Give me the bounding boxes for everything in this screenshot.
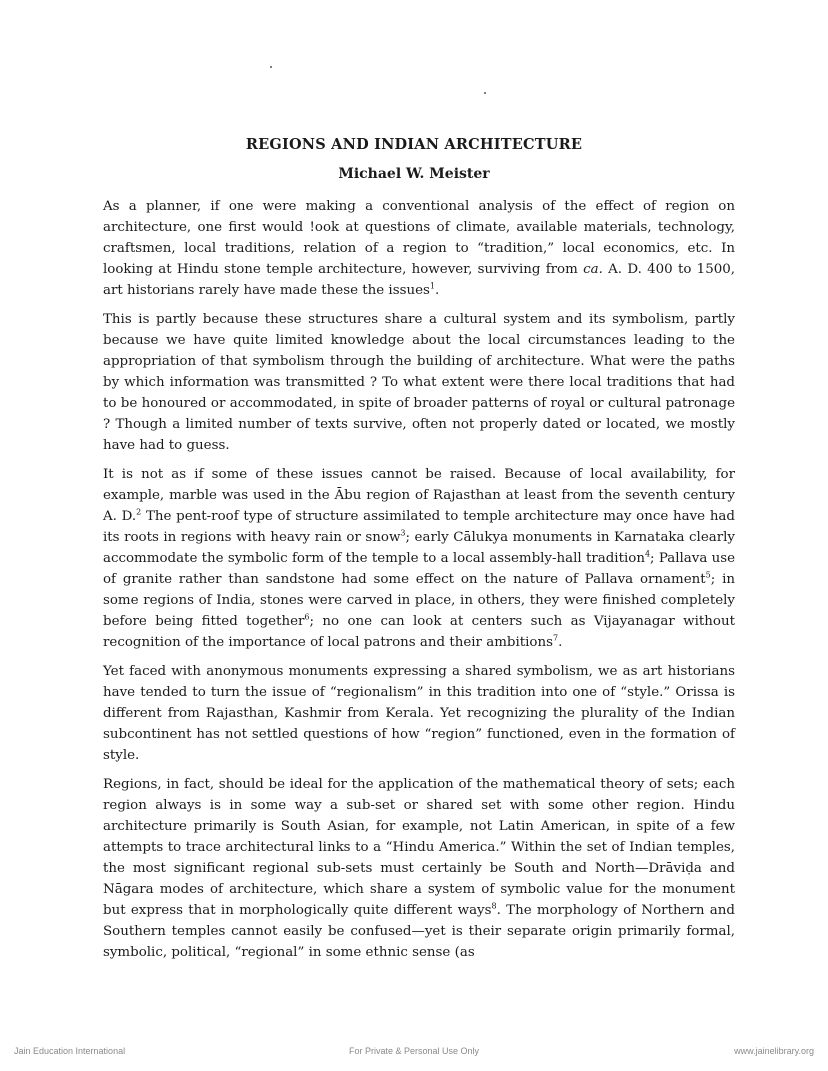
page-footer: [0, 1046, 828, 1060]
text-run: A. D. 400 to 1500, art historians rarely have made these the issues: [103, 262, 736, 298]
footnote-ref: 5: [705, 570, 711, 580]
scan-speck: [484, 92, 486, 94]
text-run: Regions, in fact, should be ideal for the application of the mathematical theory of sets; each region always is in some way a sub-set or shared set with some other region. Hindu architecture primarily is South Asian, for example, not Latin American, in spite of a few attempts to trace architectural links to a “Hindu America.” Within the set of Indian temples, the most significant regional sub-sets must certainly be South and North—Drāviḍa and Nāgara modes of architecture, which share a system of symbolic value for the monument but express that in morphologically quite different ways: [103, 777, 735, 918]
footer-center: For Private & Personal Use Only: [348, 1046, 480, 1056]
footnote-ref: 4: [644, 549, 651, 559]
italic-text: ca.: [583, 262, 603, 277]
text-run: ; in some regions of India, stones were carved in place, in others, they were finished completely before being fitted together: [103, 572, 735, 629]
footnote-ref: 6: [304, 612, 310, 622]
footer-left: Jain Education International: [14, 1046, 126, 1056]
text-run: ; early Cālukya monuments in Karnataka clearly accommodate the symbolic form of the temple to a local assembly-hall tradition: [103, 530, 735, 566]
body-paragraph: [103, 661, 735, 766]
footer-right: www.jainelibrary.org: [734, 1046, 814, 1056]
body-paragraph: [103, 309, 735, 456]
text-run: As a planner, if one were making a conventional analysis of the effect of region on architecture, one first would !ook at questions of climate, available materials, technology, craftsmen, local traditions, relation of a region to “tradition,” local economics, etc. In looking at Hindu stone temple architecture, however, surviving from: [103, 199, 735, 277]
text-run: This is partly because these structures share a cultural system and its symbolism, partly because we have quite limited knowledge about the local circumstances leading to the appropriation of that symbolism through the building of architecture. What were the paths by which information was transmitted ? To what extent were there local traditions that had to be honoured or accommodated, in spite of broader patterns of royal or cultural patronage ? Though a limited number of texts survive, often not properly dated or located, we mostly have had to guess.: [103, 312, 735, 453]
body-paragraph: [103, 464, 735, 653]
text-run: The pent-roof type of structure assimilated to temple architecture may once have had its roots in regions with heavy rain or snow: [103, 509, 735, 545]
text-run: ; Pallava use of granite rather than sandstone had some effect on the nature of Pallava ornament: [103, 551, 735, 587]
footnote-ref: 1: [429, 281, 435, 291]
body-paragraph: [103, 774, 735, 963]
text-run: Yet faced with anonymous monuments expressing a shared symbolism, we as art historians have tended to turn the issue of “regionalism” in this tradition into one of “style.” Orissa is different from Rajasthan, Kashmir from Kerala. Yet recognizing the plurality of the Indian subcontinent has not settled questions of how “region” functioned, even in the formation of style.: [103, 664, 735, 763]
footnote-ref: 7: [552, 633, 559, 643]
footnote-ref: 2: [136, 507, 142, 517]
article-author: Michael W. Meister: [338, 166, 490, 182]
text-run: .: [434, 283, 440, 298]
text-run: .: [558, 635, 563, 650]
article-body: [103, 196, 735, 971]
scan-speck: [270, 66, 272, 68]
footnote-ref: 8: [491, 901, 497, 911]
text-run: ; no one can look at centers such as Vijayanagar without recognition of the importance of local patrons and their ambitions: [103, 614, 736, 650]
text-run: It is not as if some of these issues cannot be raised. Because of local availability, for example, marble was used in the Ābu region of Rajasthan at least from the seventh century A. D.: [103, 467, 735, 524]
article-title: REGIONS AND INDIAN ARCHITECTURE: [245, 136, 583, 153]
footnote-ref: 3: [400, 528, 406, 538]
text-run: . The morphology of Northern and Southern temples cannot easily be confused—yet is their separate origin primarily formal, symbolic, political, “regional” in some ethnic sense (as: [103, 903, 735, 960]
body-paragraph: [103, 196, 735, 301]
